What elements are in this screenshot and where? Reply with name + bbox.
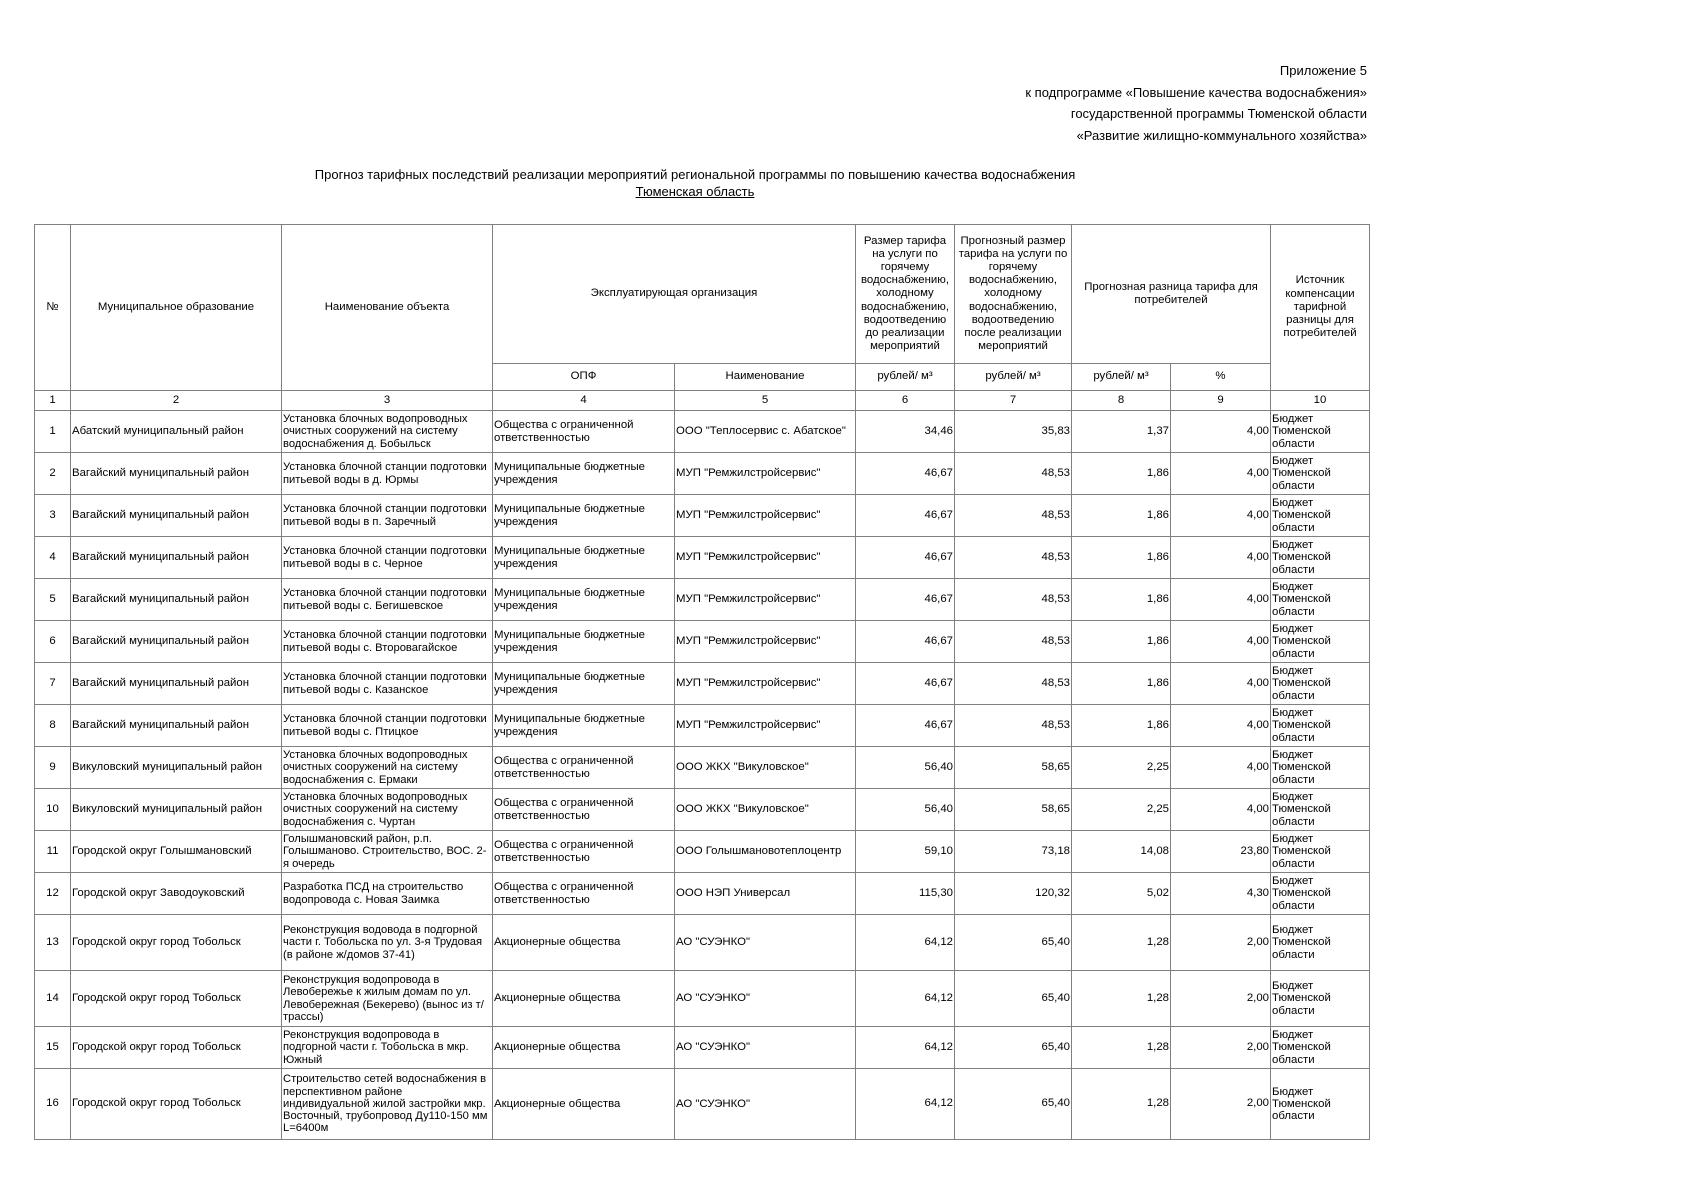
row-number: 9 <box>35 747 71 789</box>
column-number: 2 <box>71 391 282 411</box>
row-number: 3 <box>35 495 71 537</box>
difference-rub-cell: 14,08 <box>1072 831 1171 873</box>
compensation-source-cell: Бюджет Тюменской области <box>1271 1027 1370 1069</box>
header-unit: рублей/ м³ <box>856 364 955 391</box>
difference-percent-cell: 4,00 <box>1171 579 1271 621</box>
difference-rub-cell: 2,25 <box>1072 747 1171 789</box>
object-cell: Установка блочной станции подготовки питьевой воды в с. Черное <box>282 537 493 579</box>
table-row <box>35 621 1370 663</box>
header-tariff-after: Прогнозный размер тарифа на услуги по горячему водоснабжению, холодному водоснабжению, водоотведению после реализации мероприятий <box>955 225 1072 364</box>
compensation-source-cell: Бюджет Тюменской области <box>1271 705 1370 747</box>
appendix-line: Приложение 5 <box>1279 63 1367 78</box>
tariff-after-cell: 35,83 <box>955 411 1072 453</box>
row-number: 10 <box>35 789 71 831</box>
header-opf: ОПФ <box>493 364 675 391</box>
tariff-before-cell: 46,67 <box>856 621 955 663</box>
difference-percent-cell: 2,00 <box>1171 971 1271 1027</box>
opf-cell: Общества с ограниченной ответственностью <box>493 873 675 915</box>
object-cell: Установка блочной станции подготовки питьевой воды с. Птицкое <box>282 705 493 747</box>
organization-cell: ООО "Теплосервис с. Абатское" <box>675 411 856 453</box>
municipality-cell: Городской округ Заводоуковский <box>71 873 282 915</box>
tariff-before-cell: 46,67 <box>856 495 955 537</box>
compensation-source-cell: Бюджет Тюменской области <box>1271 411 1370 453</box>
object-cell: Установка блочной станции подготовки питьевой воды в п. Заречный <box>282 495 493 537</box>
compensation-source-cell: Бюджет Тюменской области <box>1271 831 1370 873</box>
compensation-source-cell: Бюджет Тюменской области <box>1271 663 1370 705</box>
tariff-before-cell: 46,67 <box>856 705 955 747</box>
row-number: 15 <box>35 1027 71 1069</box>
compensation-source-cell: Бюджет Тюменской области <box>1271 747 1370 789</box>
municipality-cell: Вагайский муниципальный район <box>71 579 282 621</box>
tariff-before-cell: 59,10 <box>856 831 955 873</box>
opf-cell: Акционерные общества <box>493 971 675 1027</box>
table-row <box>35 579 1370 621</box>
opf-cell: Общества с ограниченной ответственностью <box>493 789 675 831</box>
compensation-source-cell: Бюджет Тюменской области <box>1271 621 1370 663</box>
municipality-cell: Вагайский муниципальный район <box>71 663 282 705</box>
difference-rub-cell: 1,28 <box>1072 915 1171 971</box>
table-row <box>35 453 1370 495</box>
difference-rub-cell: 1,86 <box>1072 579 1171 621</box>
table-row <box>35 789 1370 831</box>
difference-percent-cell: 4,00 <box>1171 747 1271 789</box>
table-row <box>35 971 1370 1027</box>
organization-cell: ООО Голышмановотеплоцентр <box>675 831 856 873</box>
row-number: 7 <box>35 663 71 705</box>
tariff-before-cell: 64,12 <box>856 971 955 1027</box>
tariff-before-cell: 64,12 <box>856 915 955 971</box>
organization-cell: ООО ЖКХ "Викуловское" <box>675 747 856 789</box>
tariff-after-cell: 65,40 <box>955 1069 1072 1140</box>
tariff-before-cell: 46,67 <box>856 453 955 495</box>
difference-percent-cell: 4,00 <box>1171 705 1271 747</box>
tariff-before-cell: 46,67 <box>856 663 955 705</box>
row-number: 12 <box>35 873 71 915</box>
table-row <box>35 873 1370 915</box>
municipality-cell: Городской округ город Тобольск <box>71 915 282 971</box>
difference-rub-cell: 2,25 <box>1072 789 1171 831</box>
object-cell: Установка блочной станции подготовки питьевой воды в д. Юрмы <box>282 453 493 495</box>
column-number: 3 <box>282 391 493 411</box>
opf-cell: Муниципальные бюджетные учреждения <box>493 621 675 663</box>
row-number: 4 <box>35 537 71 579</box>
table-row <box>35 537 1370 579</box>
object-cell: Установка блочных водопроводных очистных сооружений на систему водоснабжения д. Бобыльск <box>282 411 493 453</box>
difference-percent-cell: 4,00 <box>1171 621 1271 663</box>
appendix-line: к подпрограмме «Повышение качества водоснабжения» <box>1025 84 1367 100</box>
column-number: 10 <box>1271 391 1370 411</box>
column-number: 7 <box>955 391 1072 411</box>
column-number: 6 <box>856 391 955 411</box>
header-org-name: Наименование <box>675 364 856 391</box>
region-name: Тюменская область <box>635 184 755 199</box>
appendix-note <box>1025 60 1367 146</box>
organization-cell: АО "СУЭНКО" <box>675 1069 856 1140</box>
opf-cell: Муниципальные бюджетные учреждения <box>493 495 675 537</box>
difference-rub-cell: 1,86 <box>1072 537 1171 579</box>
column-number: 4 <box>493 391 675 411</box>
row-number: 2 <box>35 453 71 495</box>
object-cell: Установка блочной станции подготовки питьевой воды с. Второвагайское <box>282 621 493 663</box>
municipality-cell: Городской округ Голышмановский <box>71 831 282 873</box>
difference-percent-cell: 4,00 <box>1171 663 1271 705</box>
header-object: Наименование объекта <box>282 225 493 391</box>
difference-percent-cell: 4,00 <box>1171 411 1271 453</box>
organization-cell: АО "СУЭНКО" <box>675 1027 856 1069</box>
organization-cell: МУП "Ремжилстройсервис" <box>675 453 856 495</box>
opf-cell: Акционерные общества <box>493 1069 675 1140</box>
difference-percent-cell: 4,30 <box>1171 873 1271 915</box>
column-number: 1 <box>35 391 71 411</box>
opf-cell: Муниципальные бюджетные учреждения <box>493 705 675 747</box>
municipality-cell: Вагайский муниципальный район <box>71 621 282 663</box>
municipality-cell: Городской округ город Тобольск <box>71 1069 282 1140</box>
header-tariff-before: Размер тарифа на услуги по горячему водоснабжению, холодному водоснабжению, водоотведению до реализации мероприятий <box>856 225 955 364</box>
difference-percent-cell: 2,00 <box>1171 1027 1271 1069</box>
object-cell: Реконструкция водовода в подгорной части г. Тобольска по ул. 3-я Трудовая (в районе ж/домов 37-41) <box>282 915 493 971</box>
municipality-cell: Вагайский муниципальный район <box>71 453 282 495</box>
compensation-source-cell: Бюджет Тюменской области <box>1271 453 1370 495</box>
header-no: № <box>35 225 71 391</box>
tariff-before-cell: 46,67 <box>856 537 955 579</box>
compensation-source-cell: Бюджет Тюменской области <box>1271 1069 1370 1140</box>
opf-cell: Общества с ограниченной ответственностью <box>493 747 675 789</box>
column-number: 8 <box>1072 391 1171 411</box>
header-operator: Эксплуатирующая организация <box>493 225 856 364</box>
header-source: Источник компенсации тарифной разницы для потребителей <box>1271 225 1370 391</box>
organization-cell: МУП "Ремжилстройсервис" <box>675 705 856 747</box>
difference-rub-cell: 5,02 <box>1072 873 1171 915</box>
tariff-after-cell: 48,53 <box>955 537 1072 579</box>
organization-cell: МУП "Ремжилстройсервис" <box>675 579 856 621</box>
object-cell: Строительство сетей водоснабжения в перспективном районе индивидуальной жилой застройки мкр. Восточный, трубопровод Ду110-150 мм L=6400м <box>282 1069 493 1140</box>
document-title <box>0 166 1390 200</box>
municipality-cell: Абатский муниципальный район <box>71 411 282 453</box>
column-number: 5 <box>675 391 856 411</box>
table-row <box>35 705 1370 747</box>
tariff-before-cell: 56,40 <box>856 789 955 831</box>
compensation-source-cell: Бюджет Тюменской области <box>1271 579 1370 621</box>
opf-cell: Акционерные общества <box>493 1027 675 1069</box>
tariff-after-cell: 48,53 <box>955 453 1072 495</box>
organization-cell: МУП "Ремжилстройсервис" <box>675 537 856 579</box>
table-row <box>35 915 1370 971</box>
object-cell: Установка блочных водопроводных очистных сооружений на систему водоснабжения с. Ермаки <box>282 747 493 789</box>
tariff-before-cell: 64,12 <box>856 1069 955 1140</box>
row-number: 1 <box>35 411 71 453</box>
opf-cell: Общества с ограниченной ответственностью <box>493 831 675 873</box>
tariff-before-cell: 34,46 <box>856 411 955 453</box>
difference-percent-cell: 4,00 <box>1171 537 1271 579</box>
difference-percent-cell: 4,00 <box>1171 495 1271 537</box>
tariff-after-cell: 65,40 <box>955 1027 1072 1069</box>
header-unit-percent: % <box>1171 364 1271 391</box>
organization-cell: МУП "Ремжилстройсервис" <box>675 495 856 537</box>
table-row <box>35 747 1370 789</box>
tariff-after-cell: 48,53 <box>955 705 1072 747</box>
header-municipality: Муниципальное образование <box>71 225 282 391</box>
difference-percent-cell: 2,00 <box>1171 915 1271 971</box>
municipality-cell: Вагайский муниципальный район <box>71 705 282 747</box>
object-cell: Установка блочной станции подготовки питьевой воды с. Казанское <box>282 663 493 705</box>
difference-percent-cell: 2,00 <box>1171 1069 1271 1140</box>
opf-cell: Муниципальные бюджетные учреждения <box>493 579 675 621</box>
difference-rub-cell: 1,86 <box>1072 453 1171 495</box>
municipality-cell: Викуловский муниципальный район <box>71 747 282 789</box>
object-cell: Реконструкция водопровода в Левобережье к жилым домам по ул. Левобережная (Бекерево) (вынос из т/трассы) <box>282 971 493 1027</box>
tariff-after-cell: 48,53 <box>955 579 1072 621</box>
tariff-after-cell: 48,53 <box>955 663 1072 705</box>
opf-cell: Муниципальные бюджетные учреждения <box>493 453 675 495</box>
tariff-table <box>34 224 1370 1140</box>
compensation-source-cell: Бюджет Тюменской области <box>1271 915 1370 971</box>
tariff-after-cell: 65,40 <box>955 971 1072 1027</box>
header-difference: Прогнозная разница тарифа для потребителей <box>1072 225 1271 364</box>
tariff-before-cell: 115,30 <box>856 873 955 915</box>
opf-cell: Муниципальные бюджетные учреждения <box>493 663 675 705</box>
row-number: 11 <box>35 831 71 873</box>
column-numbers-row <box>35 391 1370 411</box>
tariff-before-cell: 46,67 <box>856 579 955 621</box>
difference-percent-cell: 4,00 <box>1171 453 1271 495</box>
table-row <box>35 663 1370 705</box>
appendix-line: «Развитие жилищно-коммунального хозяйства» <box>1076 127 1367 143</box>
tariff-after-cell: 48,53 <box>955 621 1072 663</box>
organization-cell: АО "СУЭНКО" <box>675 971 856 1027</box>
difference-rub-cell: 1,86 <box>1072 495 1171 537</box>
organization-cell: ООО НЭП Универсал <box>675 873 856 915</box>
object-cell: Голышмановский район, р.п. Голышманово. Строительство, ВОС. 2-я очередь <box>282 831 493 873</box>
row-number: 5 <box>35 579 71 621</box>
difference-rub-cell: 1,28 <box>1072 1027 1171 1069</box>
difference-rub-cell: 1,86 <box>1072 705 1171 747</box>
difference-rub-cell: 1,86 <box>1072 663 1171 705</box>
object-cell: Установка блочных водопроводных очистных сооружений на систему водоснабжения с. Чуртан <box>282 789 493 831</box>
tariff-after-cell: 73,18 <box>955 831 1072 873</box>
compensation-source-cell: Бюджет Тюменской области <box>1271 495 1370 537</box>
appendix-line: государственной программы Тюменской области <box>1070 106 1367 121</box>
municipality-cell: Вагайский муниципальный район <box>71 537 282 579</box>
difference-percent-cell: 4,00 <box>1171 789 1271 831</box>
compensation-source-cell: Бюджет Тюменской области <box>1271 873 1370 915</box>
tariff-after-cell: 58,65 <box>955 789 1072 831</box>
row-number: 14 <box>35 971 71 1027</box>
compensation-source-cell: Бюджет Тюменской области <box>1271 971 1370 1027</box>
tariff-before-cell: 64,12 <box>856 1027 955 1069</box>
tariff-after-cell: 120,32 <box>955 873 1072 915</box>
compensation-source-cell: Бюджет Тюменской области <box>1271 789 1370 831</box>
object-cell: Разработка ПСД на строительство водопровода с. Новая Заимка <box>282 873 493 915</box>
object-cell: Установка блочной станции подготовки питьевой воды с. Бегишевское <box>282 579 493 621</box>
title-text: Прогноз тарифных последствий реализации мероприятий региональной программы по повышению качества водоснабжения <box>314 167 1076 182</box>
table-row <box>35 831 1370 873</box>
tariff-after-cell: 58,65 <box>955 747 1072 789</box>
municipality-cell: Викуловский муниципальный район <box>71 789 282 831</box>
tariff-before-cell: 56,40 <box>856 747 955 789</box>
header-unit: рублей/ м³ <box>955 364 1072 391</box>
organization-cell: АО "СУЭНКО" <box>675 915 856 971</box>
municipality-cell: Вагайский муниципальный район <box>71 495 282 537</box>
difference-rub-cell: 1,28 <box>1072 1069 1171 1140</box>
difference-rub-cell: 1,37 <box>1072 411 1171 453</box>
opf-cell: Акционерные общества <box>493 915 675 971</box>
opf-cell: Общества с ограниченной ответственностью <box>493 411 675 453</box>
organization-cell: МУП "Ремжилстройсервис" <box>675 663 856 705</box>
column-number: 9 <box>1171 391 1271 411</box>
opf-cell: Муниципальные бюджетные учреждения <box>493 537 675 579</box>
difference-rub-cell: 1,86 <box>1072 621 1171 663</box>
row-number: 8 <box>35 705 71 747</box>
object-cell: Реконструкция водопровода в подгорной части г. Тобольска в мкр. Южный <box>282 1027 493 1069</box>
municipality-cell: Городской округ город Тобольск <box>71 1027 282 1069</box>
tariff-after-cell: 65,40 <box>955 915 1072 971</box>
table-row <box>35 1069 1370 1140</box>
tariff-after-cell: 48,53 <box>955 495 1072 537</box>
organization-cell: ООО ЖКХ "Викуловское" <box>675 789 856 831</box>
table-row <box>35 495 1370 537</box>
table-row <box>35 411 1370 453</box>
row-number: 6 <box>35 621 71 663</box>
table-row <box>35 1027 1370 1069</box>
difference-rub-cell: 1,28 <box>1072 971 1171 1027</box>
municipality-cell: Городской округ город Тобольск <box>71 971 282 1027</box>
header-unit: рублей/ м³ <box>1072 364 1171 391</box>
compensation-source-cell: Бюджет Тюменской области <box>1271 537 1370 579</box>
row-number: 13 <box>35 915 71 971</box>
organization-cell: МУП "Ремжилстройсервис" <box>675 621 856 663</box>
row-number: 16 <box>35 1069 71 1140</box>
difference-percent-cell: 23,80 <box>1171 831 1271 873</box>
